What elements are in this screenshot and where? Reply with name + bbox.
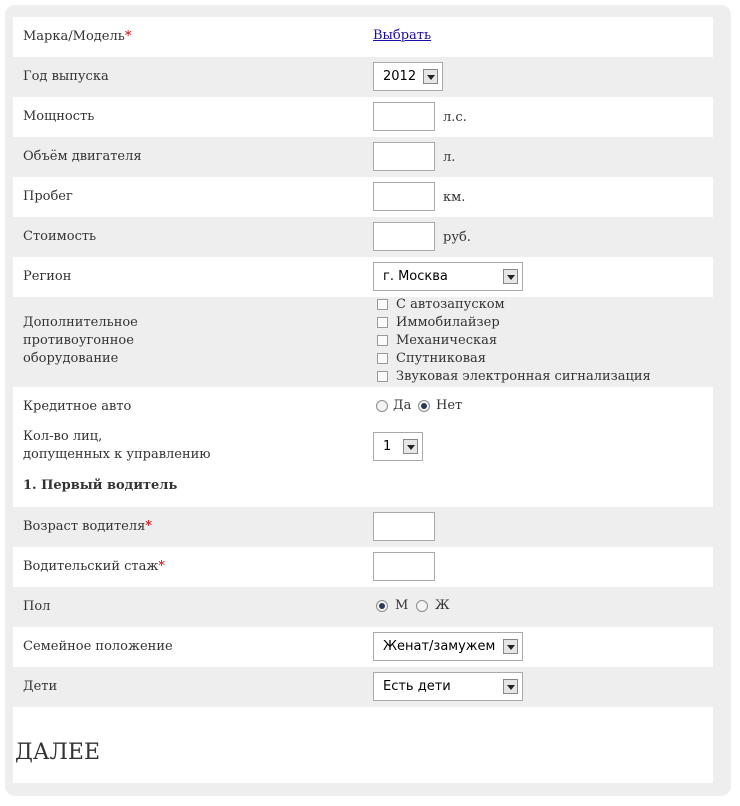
year-label: Год выпуска [23, 69, 109, 84]
radio-credit-no[interactable] [418, 400, 430, 412]
row-marital [13, 627, 713, 667]
marital-value: Женат/замужем [383, 639, 496, 654]
row-region [13, 257, 713, 297]
mileage-unit: км. [443, 190, 466, 205]
driver-age-label: Возраст водителя* [23, 519, 152, 534]
required-mark: * [158, 559, 165, 574]
row-next [13, 707, 713, 783]
driver-experience-label: Водительский стаж* [23, 559, 165, 574]
row-engine [13, 137, 713, 177]
region-select[interactable] [373, 262, 523, 291]
chevron-down-icon [403, 439, 418, 454]
gender-label: Пол [23, 599, 51, 614]
children-label: Дети [23, 679, 58, 694]
checkbox-autostart-label: С автозапуском [396, 297, 505, 312]
checkbox-satellite[interactable] [377, 353, 388, 364]
radio-credit-yes[interactable] [376, 400, 388, 412]
row-gender [13, 587, 713, 627]
power-input[interactable] [373, 102, 435, 131]
radio-gender-m-label: М [395, 598, 409, 613]
choose-make-model-link[interactable]: Выбрать [373, 28, 432, 43]
antitheft-label-line: оборудование [23, 351, 119, 366]
chevron-down-icon [423, 69, 438, 84]
row-children [13, 667, 713, 707]
driver-experience-input[interactable] [373, 552, 435, 581]
row-antitheft [13, 297, 713, 387]
checkbox-mechanical[interactable] [377, 335, 388, 346]
row-credit-drivers [13, 387, 713, 507]
price-label: Стоимость [23, 229, 97, 244]
engine-unit: л. [443, 150, 456, 165]
row-power [13, 97, 713, 137]
chevron-down-icon [503, 639, 518, 654]
radio-credit-no-label: Нет [436, 398, 463, 413]
radio-gender-m[interactable] [376, 600, 388, 612]
drivers-count-value: 1 [383, 439, 392, 454]
power-unit: л.с. [443, 110, 467, 125]
first-driver-heading: 1. Первый водитель [23, 478, 178, 493]
required-mark: * [145, 519, 152, 534]
antitheft-label-line: Дополнительное [23, 315, 138, 330]
credit-label: Кредитное авто [23, 399, 132, 414]
checkbox-autostart[interactable] [377, 299, 388, 310]
mileage-input[interactable] [373, 182, 435, 211]
drivers-count-select[interactable] [373, 432, 423, 461]
price-input[interactable] [373, 222, 435, 251]
chevron-down-icon [503, 269, 518, 284]
power-label: Мощность [23, 109, 95, 124]
checkbox-satellite-label: Спутниковая [396, 351, 487, 366]
checkbox-mechanical-label: Механическая [396, 333, 498, 348]
checkbox-sound-alarm-label: Звуковая электронная сигнализация [396, 369, 651, 384]
region-label: Регион [23, 269, 72, 284]
next-button[interactable]: ДАЛЕЕ [15, 740, 101, 765]
region-value: г. Москва [383, 269, 448, 284]
driver-age-input[interactable] [373, 512, 435, 541]
year-value: 2012 [383, 69, 417, 84]
mileage-label: Пробег [23, 189, 73, 204]
row-year [13, 57, 713, 97]
antitheft-label-line: противоугонное [23, 333, 134, 348]
children-value: Есть дети [383, 679, 451, 694]
marital-label: Семейное положение [23, 639, 173, 654]
marital-select[interactable] [373, 632, 523, 661]
row-make-model [13, 17, 713, 57]
year-select[interactable] [373, 62, 443, 91]
row-driver-age [13, 507, 713, 547]
children-select[interactable] [373, 672, 523, 701]
drivers-count-label-line: допущенных к управлению [23, 447, 211, 462]
radio-gender-f-label: Ж [435, 598, 450, 613]
required-mark: * [124, 29, 132, 44]
row-driver-experience [13, 547, 713, 587]
row-mileage [13, 177, 713, 217]
chevron-down-icon [503, 679, 518, 694]
engine-input[interactable] [373, 142, 435, 171]
checkbox-immobilizer-label: Иммобилайзер [396, 315, 500, 330]
radio-credit-yes-label: Да [393, 398, 412, 413]
checkbox-immobilizer[interactable] [377, 317, 388, 328]
price-unit: руб. [443, 230, 471, 245]
row-price [13, 217, 713, 257]
drivers-count-label [23, 428, 211, 464]
make-model-label: Марка/Модель* [23, 29, 132, 44]
radio-gender-f[interactable] [416, 600, 428, 612]
checkbox-sound-alarm[interactable] [377, 371, 388, 382]
drivers-count-label-line: Кол-во лиц, [23, 429, 103, 444]
antitheft-label [23, 314, 138, 368]
engine-label: Объём двигателя [23, 149, 142, 164]
